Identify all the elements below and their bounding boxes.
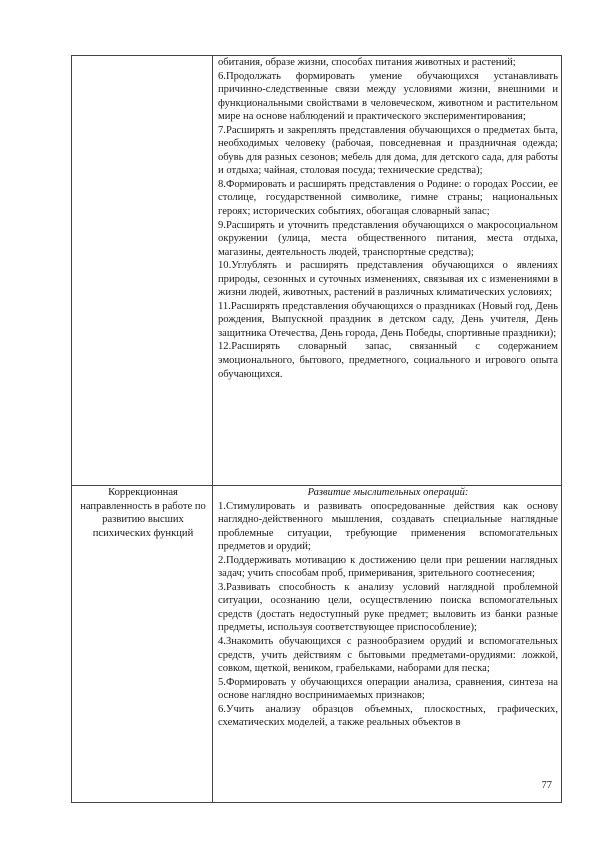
paragraph: 10.Углублять и расширять представления обучающихся о явлениях природы, сезонных и суточных изменениях, связывая их с изменениями в жизни людей, животных, растений в различных климатических условиях; [218,260,558,299]
paragraph: 6.Продолжать формировать умение обучающихся устанавливать причинно-следственные связи между условиями жизни, внешними и функциональными свойствами в человеческом, животном и растительном мире на основе наблюдений и практического экспериментирования; [218,70,558,123]
subsection-heading: Развитие мыслительных операций: [307,487,469,498]
page-number: 77 [541,780,552,791]
paragraph: обитания, образе жизни, способах питания животных и растений; [218,57,516,68]
paragraph: 1.Стимулировать и развивать опосредованные действия как основу наглядно-действенного мышления, создавать специальные наглядные проблемные ситуации, требующие применения вспомогательных предметов и орудий; [218,500,558,553]
content-table [71,55,562,803]
table-cell-content [213,486,562,803]
table-row [72,56,562,486]
paragraph: 7.Расширять и закреплять представления обучающихся о предметах быта, необходимых человеку (рабочая, повседневная и праздничная одежда; обувь для разных сезонов; мебель для дома, для детского сада, для работы и отдыха; чайная, столовая посуда; технические средства); [218,124,558,177]
paragraph: 9.Расширять и уточнить представления обучающихся о макросоциальном окружении (улица, места общественного питания, места отдыха, магазины, деятельность людей, транспортные средства); [218,219,558,258]
paragraph: 5.Формировать у обучающихся операции анализа, сравнения, синтеза на основе наглядно воспринимаемых признаков; [218,676,558,702]
table-cell-section-title [72,56,213,486]
table-cell-content [213,56,562,486]
paragraph: 2.Поддерживать мотивацию к достижению цели при решении наглядных задач; учить способам проб, примеривания, зрительного соотнесения; [218,554,558,580]
paragraph: 3.Развивать способность к анализу условий наглядной проблемной ситуации, осознанию цели, осуществлению поиска вспомогательных средств (достать недоступный руке предмет; выловить из банки разные предметы, используя соответствующее приспособление); [218,581,558,634]
table-cell-section-title: Коррекционная направленность в работе по развитию высших психических функций [72,486,213,803]
paragraph: 4.Знакомить обучающихся с разнообразием орудий и вспомогательных средств, учить действиям с бытовыми предметами-орудиями: ложкой, совком, щеткой, веником, грабельками, наборами для песка; [218,636,558,675]
table-row [72,486,562,803]
paragraph: 8.Формировать и расширять представления о Родине: о городах России, ее столице, государственной символике, гимне страны; национальных героях; исторических событиях, обогащая словарный запас; [218,178,558,218]
paragraph: 6.Учить анализу образцов объемных, плоскостных, графических, схематических моделей, а также реальных объектов в [218,703,558,729]
paragraph: 12.Расширять словарный запас, связанный с содержанием эмоционального, бытового, предметного, социального и игрового опыта обучающихся. [218,341,558,380]
paragraph: 11.Расширять представления обучающихся о праздниках (Новый год, День рождения, Выпускной праздник в детском саду, День учителя, День защитника Отечества, День города, День Победы, спортивные праздники); [218,300,558,339]
